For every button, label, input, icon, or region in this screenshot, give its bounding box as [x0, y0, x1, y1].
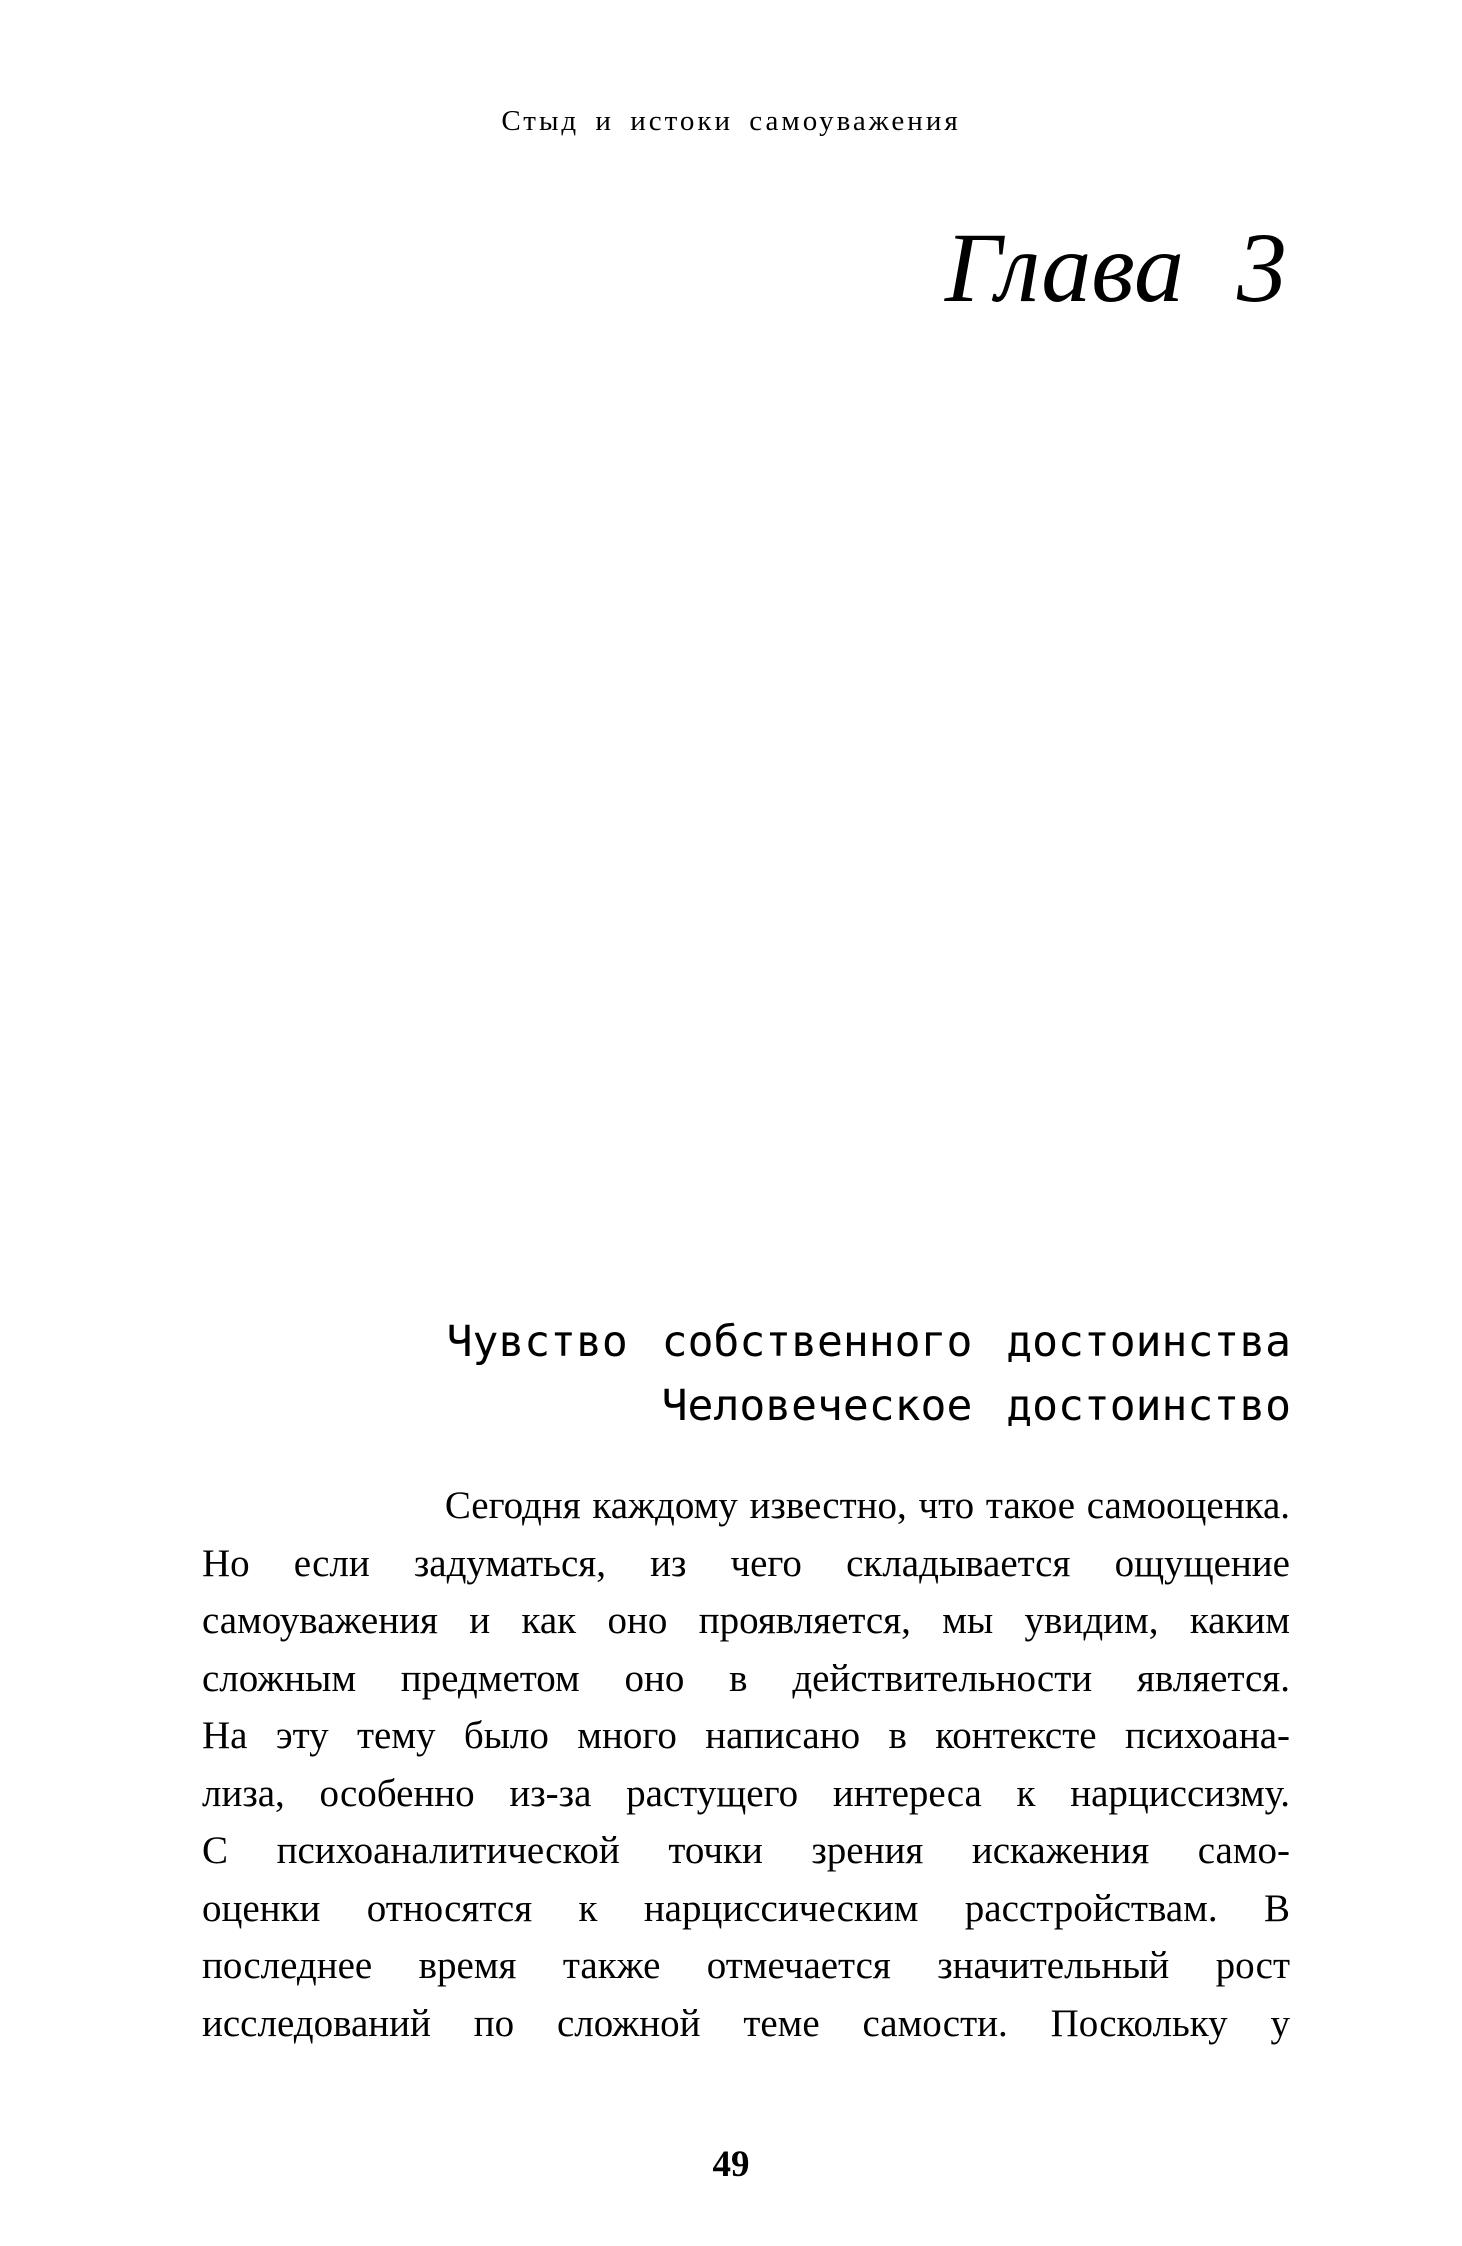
- running-header: Стыд и истоки самоуважения: [501, 105, 961, 137]
- body-line: С психоаналитической точки зрения искажения само-: [202, 1829, 1290, 1872]
- body-line: сложным предметом оно в действительности является.: [202, 1656, 1290, 1700]
- body-line: Сегодня каждому известно, что такое самооценка.: [444, 1484, 1290, 1527]
- section-heading: [447, 1310, 1291, 1438]
- chapter-title: Глава 3: [944, 212, 1287, 323]
- body-line: последнее время также отмечается значительный рост: [202, 1944, 1290, 1987]
- body-line: На эту тему было много написано в контексте психоана-: [202, 1714, 1290, 1757]
- body-text: [202, 1477, 1290, 2052]
- section-heading-line-1: Чувство собственного достоинства: [446, 1317, 1291, 1367]
- page-number: 49: [712, 2144, 750, 2185]
- body-line: Но если задуматься, из чего складывается ощущение: [202, 1541, 1290, 1585]
- section-heading-line-2: Человеческое достоинство: [661, 1381, 1291, 1431]
- body-line: лиза, особенно из-за растущего интереса к нарциссизму.: [202, 1771, 1290, 1815]
- body-line: исследований по сложной теме самости. Поскольку у: [202, 2001, 1290, 2045]
- body-line: оценки относятся к нарциссическим расстройствам. В: [202, 1886, 1290, 1930]
- body-line: самоуважения и как оно проявляется, мы увидим, каким: [202, 1599, 1290, 1642]
